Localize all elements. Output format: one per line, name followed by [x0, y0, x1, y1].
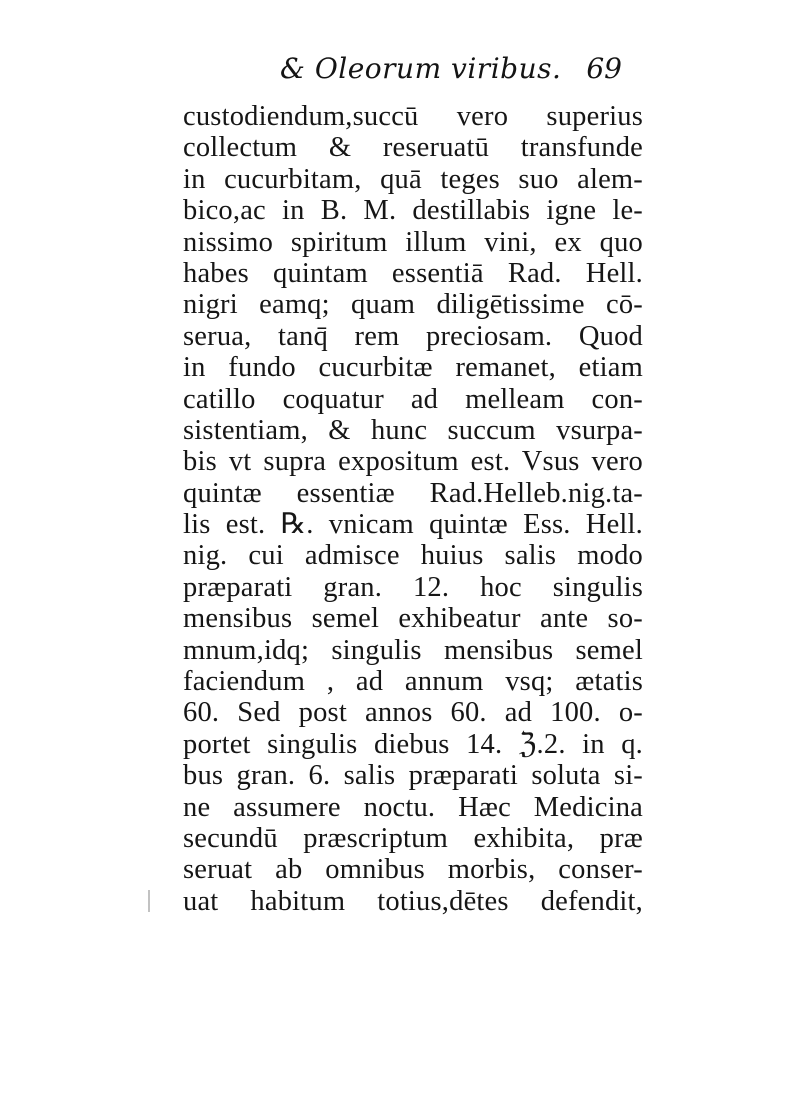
text-line: bis vt supra expositum est. Vsus vero — [183, 446, 643, 478]
text-line: collectum & reseruatū transfunde — [183, 132, 643, 164]
page-number: 69 — [586, 52, 622, 85]
text-line: catillo coquatur ad melleam con- — [183, 383, 643, 415]
text-line: ne assumere noctu. Hæc Medicina — [183, 791, 643, 823]
text-line: serua, tanq̄ rem preciosam. Quod — [183, 320, 643, 352]
text-line: præparati gran. 12. hoc singulis — [183, 571, 643, 603]
text-line: uat habitum totius,dētes defendit, — [183, 885, 643, 917]
margin-mark — [148, 890, 150, 912]
text-line: in fundo cucurbitæ remanet, etiam — [183, 352, 643, 384]
text-line: bus gran. 6. salis præparati soluta si- — [183, 760, 643, 792]
body-text — [183, 101, 643, 917]
running-head: & Oleorum viribus. — [280, 52, 562, 85]
text-line: habes quintam essentiā Rad. Hell. — [183, 257, 643, 289]
text-line: mensibus semel exhibeatur ante so- — [183, 603, 643, 635]
text-line: faciendum , ad annum vsq; ætatis — [183, 666, 643, 698]
text-line: quintæ essentiæ Rad.Helleb.nig.ta- — [183, 477, 643, 509]
text-line: nissimo spiritum illum vini, ex quo — [183, 226, 643, 258]
page-header — [280, 52, 640, 92]
text-line: sistentiam, & hunc succum vsurpa- — [183, 414, 643, 446]
text-line: nigri eamq; quam diligētissime cō- — [183, 289, 643, 321]
text-line: seruat ab omnibus morbis, conser- — [183, 854, 643, 886]
text-line: portet singulis diebus 14. ℨ.2. in q. — [183, 728, 643, 760]
text-line: bico,ac in B. M. destillabis igne le- — [183, 195, 643, 227]
text-line: 60. Sed post annos 60. ad 100. o- — [183, 697, 643, 729]
text-line: in cucurbitam, quā teges suo alem- — [183, 163, 643, 195]
text-line: lis est. ℞. vnicam quintæ Ess. Hell. — [183, 509, 643, 541]
text-line: secundū præscriptum exhibita, præ — [183, 822, 643, 854]
text-line: custodiendum,succū vero superius — [183, 101, 643, 132]
text-line: nig. cui admisce huius salis modo — [183, 540, 643, 572]
text-line: mnum,idq; singulis mensibus semel — [183, 634, 643, 666]
